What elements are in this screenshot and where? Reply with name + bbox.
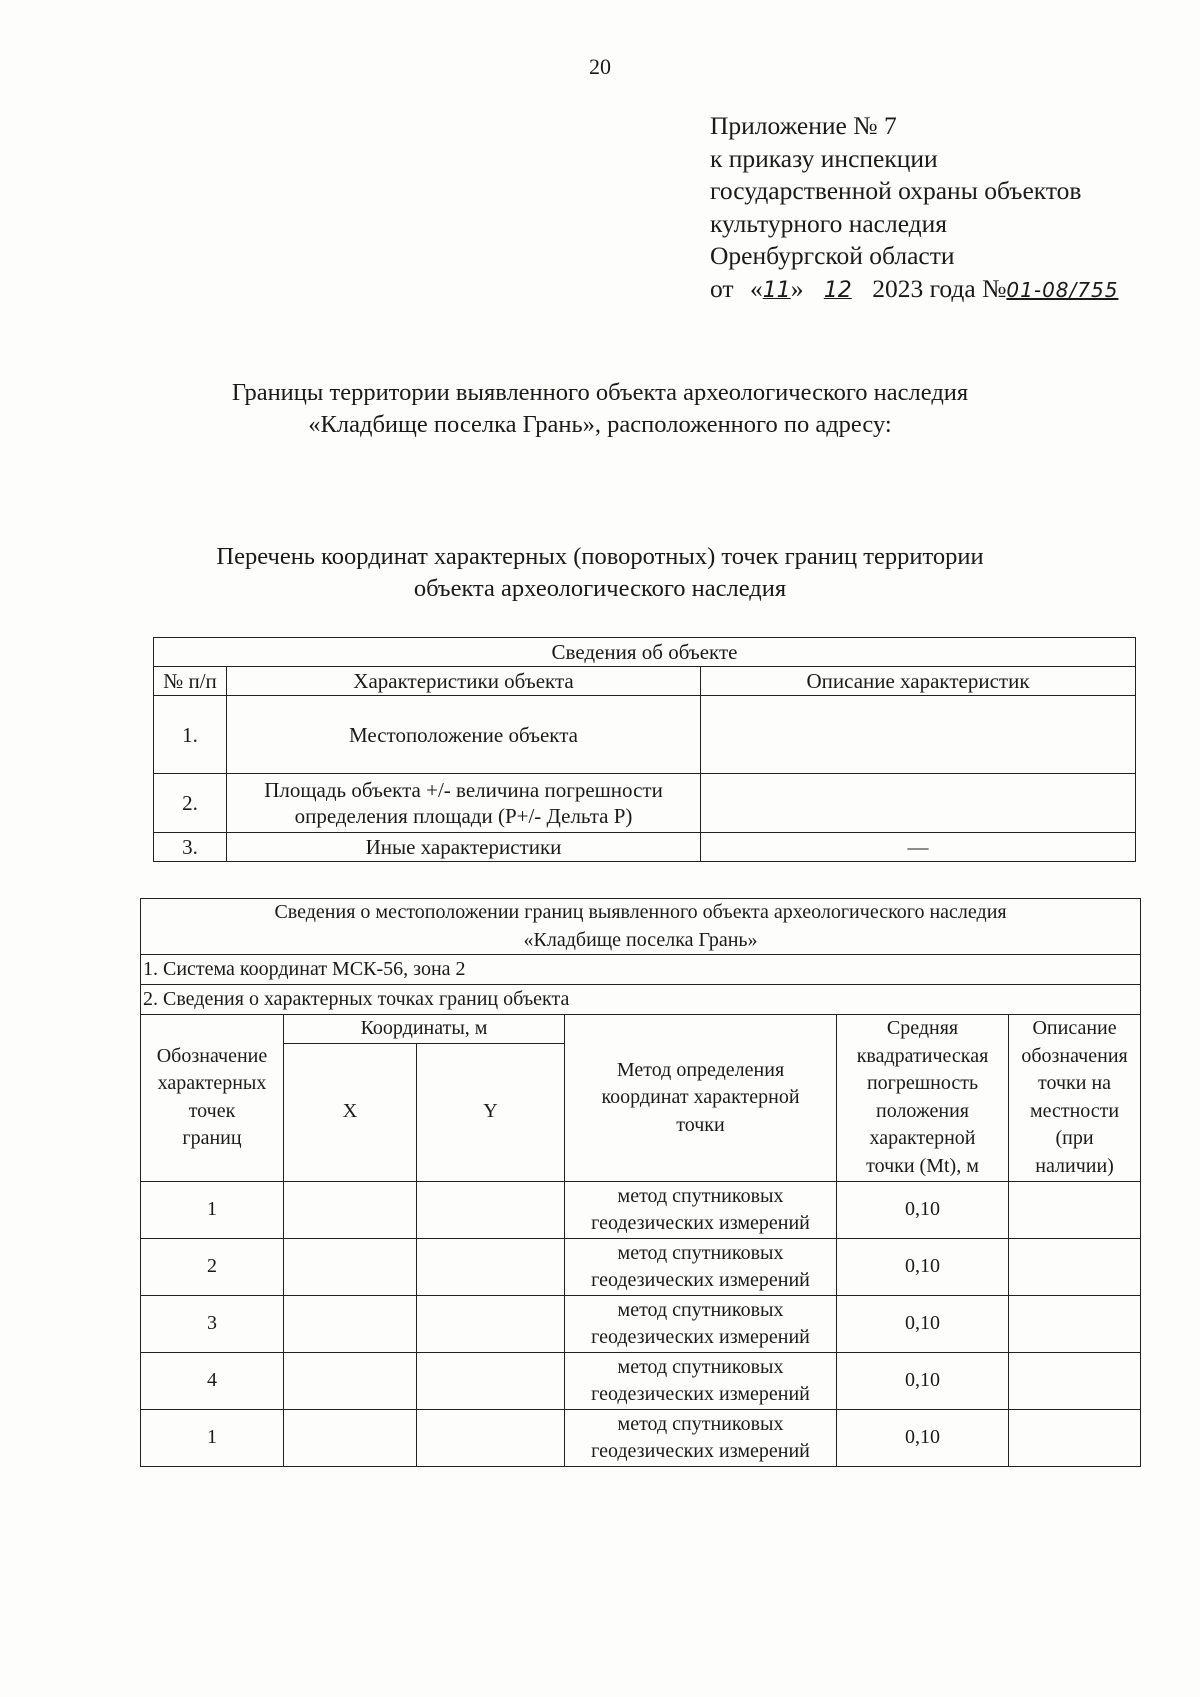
table-row xyxy=(141,1409,1141,1466)
header-number: № п/п xyxy=(154,667,227,696)
appendix-block xyxy=(710,110,1118,308)
row-number: 3. xyxy=(154,833,227,862)
location-table xyxy=(140,898,1141,1467)
method-line: геодезических измерений xyxy=(591,1382,810,1405)
header-line: наличии) xyxy=(1035,1154,1114,1177)
row-number: 2. xyxy=(154,774,227,833)
page-number: 20 xyxy=(589,54,611,79)
object-info-table xyxy=(153,637,1136,862)
point-x xyxy=(284,1295,417,1352)
point-description xyxy=(1009,1181,1141,1238)
header-line: границ xyxy=(182,1127,242,1150)
point-accuracy: 0,10 xyxy=(837,1409,1009,1466)
title-line: Сведения о местоположении границ выявленного объекта археологического наследия xyxy=(274,901,1007,923)
point-method xyxy=(565,1181,837,1238)
header-characteristic: Характеристики объекта xyxy=(227,667,701,696)
boundaries-heading xyxy=(0,377,1200,441)
point-x xyxy=(284,1352,417,1409)
point-designation: 1 xyxy=(141,1181,284,1238)
point-method xyxy=(565,1409,837,1466)
point-description xyxy=(1009,1238,1141,1295)
heading-line: Перечень координат характерных (поворотных) точек границ территории xyxy=(216,543,984,570)
point-description xyxy=(1009,1352,1141,1409)
header-line: точки (Mt), м xyxy=(866,1154,979,1177)
method-line: геодезических измерений xyxy=(591,1268,810,1291)
row-description xyxy=(701,774,1136,833)
appendix-line: Приложение № 7 xyxy=(710,111,897,140)
header-line: Метод определения xyxy=(616,1058,785,1081)
point-method xyxy=(565,1238,837,1295)
header-method xyxy=(565,1015,837,1182)
method-line: геодезических измерений xyxy=(591,1439,810,1462)
point-designation: 2 xyxy=(141,1238,284,1295)
table-row xyxy=(154,774,1136,833)
location-table-title xyxy=(141,899,1141,955)
point-designation: 4 xyxy=(141,1352,284,1409)
method-line: метод спутниковых xyxy=(617,1184,784,1207)
table-row xyxy=(141,1295,1141,1352)
header-line: погрешность xyxy=(866,1072,979,1095)
point-y xyxy=(417,1181,565,1238)
appendix-line: Оренбургской области xyxy=(710,241,955,271)
table-row xyxy=(154,696,1136,774)
header-y: Y xyxy=(417,1043,565,1181)
header-coordinates: Координаты, м xyxy=(284,1015,565,1044)
point-accuracy: 0,10 xyxy=(837,1352,1009,1409)
coordinate-system-row: 1. Система координат МСК-56, зона 2 xyxy=(141,955,1141,985)
header-line: Средняя xyxy=(886,1017,959,1040)
characteristic-line: Площадь объекта +/- величина погрешности xyxy=(264,778,663,802)
header-line: точки xyxy=(676,1113,725,1136)
method-line: метод спутниковых xyxy=(617,1412,784,1435)
header-description: Описание характеристик xyxy=(701,667,1136,696)
header-line: характерных xyxy=(157,1072,267,1095)
heading-line: Границы территории выявленного объекта археологического наследия xyxy=(231,379,969,406)
row-number: 1. xyxy=(154,696,227,774)
row-characteristic: Иные характеристики xyxy=(227,833,701,862)
handwritten-month: 12 xyxy=(823,277,852,303)
quote-open: « xyxy=(749,273,763,303)
point-method xyxy=(565,1295,837,1352)
header-line: Описание xyxy=(1032,1017,1117,1040)
header-line: координат характерной xyxy=(601,1086,800,1108)
object-table-title: Сведения об объекте xyxy=(154,638,1136,667)
header-line: обозначения xyxy=(1021,1044,1128,1067)
coordinates-list-heading xyxy=(0,541,1200,605)
row-description: — xyxy=(701,833,1136,862)
method-line: геодезических измерений xyxy=(591,1325,810,1348)
characteristic-line: определения площади (P+/- Дельта P) xyxy=(294,804,633,828)
point-accuracy: 0,10 xyxy=(837,1181,1009,1238)
appendix-line: государственной охраны объектов xyxy=(710,176,1082,206)
header-point-description xyxy=(1009,1015,1141,1182)
row-characteristic xyxy=(227,774,701,833)
method-line: метод спутниковых xyxy=(617,1298,784,1321)
row-characteristic: Местоположение объекта xyxy=(227,696,701,774)
header-line: (при xyxy=(1055,1127,1094,1150)
point-y xyxy=(417,1238,565,1295)
date-prefix: от xyxy=(710,273,734,303)
method-line: метод спутниковых xyxy=(617,1355,784,1378)
point-method xyxy=(565,1352,837,1409)
point-accuracy: 0,10 xyxy=(837,1238,1009,1295)
point-y xyxy=(417,1409,565,1466)
point-y xyxy=(417,1352,565,1409)
header-line: Обозначение xyxy=(156,1044,268,1067)
row-description xyxy=(701,696,1136,774)
header-line: положения xyxy=(876,1099,969,1122)
point-description xyxy=(1009,1295,1141,1352)
point-description xyxy=(1009,1409,1141,1466)
header-line: точки на xyxy=(1038,1072,1112,1095)
quote-close: » xyxy=(790,273,804,303)
point-x xyxy=(284,1409,417,1466)
point-x xyxy=(284,1238,417,1295)
header-x: X xyxy=(284,1043,417,1181)
header-accuracy xyxy=(837,1015,1009,1182)
point-x xyxy=(284,1181,417,1238)
heading-line: объекта археологического наследия xyxy=(413,575,787,602)
header-line: квадратическая xyxy=(856,1044,989,1067)
table-row xyxy=(154,833,1136,862)
handwritten-day: 11 xyxy=(762,277,791,303)
table-row xyxy=(141,1238,1141,1295)
header-line: местности xyxy=(1029,1099,1120,1122)
appendix-line: к приказу инспекции xyxy=(710,143,938,173)
title-line: «Кладбище поселка Грань» xyxy=(523,928,758,951)
year-text: 2023 года № xyxy=(872,273,1007,303)
appendix-line: культурного наследия xyxy=(710,208,948,238)
points-section-row: 2. Сведения о характерных точках границ объекта xyxy=(141,985,1141,1015)
method-line: геодезических измерений xyxy=(591,1211,810,1234)
heading-line: «Кладбище поселка Грань», расположенного по адресу: xyxy=(308,411,892,438)
point-y xyxy=(417,1295,565,1352)
method-line: метод спутниковых xyxy=(617,1241,784,1264)
header-line: характерной xyxy=(869,1127,976,1150)
point-designation: 3 xyxy=(141,1295,284,1352)
header-line: точек xyxy=(188,1099,236,1122)
handwritten-order-number: 01-08/755 xyxy=(1006,277,1119,302)
point-accuracy: 0,10 xyxy=(837,1295,1009,1352)
appendix-date-line xyxy=(710,273,1118,308)
table-row xyxy=(141,1352,1141,1409)
table-row xyxy=(141,1181,1141,1238)
point-designation: 1 xyxy=(141,1409,284,1466)
header-designation xyxy=(141,1015,284,1182)
